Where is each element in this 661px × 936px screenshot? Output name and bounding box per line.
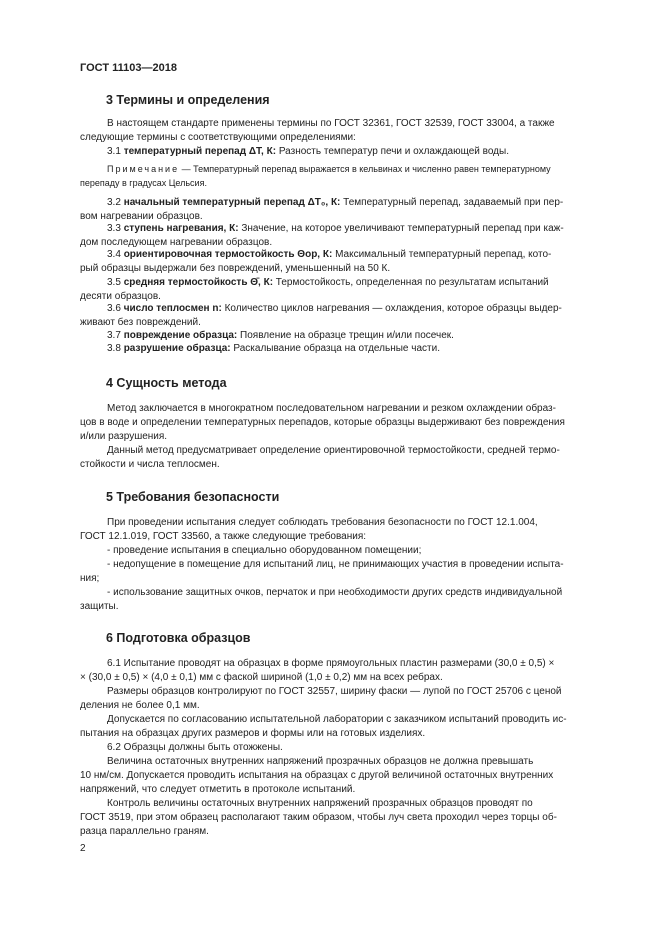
paragraph: Размеры образцов контролируют по ГОСТ 32557, ширину фаски — лупой по ГОСТ 25706 с ценой	[107, 686, 562, 697]
term-name: число теплосмен n:	[123, 303, 222, 314]
term-number: 3.2	[107, 197, 121, 208]
term-definition: Количество циклов нагревания — охлаждения, которое образцы выдер-	[221, 303, 562, 314]
term-3-3	[80, 222, 584, 236]
section-3-title: 3 Термины и определения	[106, 93, 270, 107]
term-name: ступень нагревания, К:	[123, 223, 239, 234]
term-number: 3.5	[107, 277, 121, 288]
paragraph: ГОСТ 3519, при этом образец располагают таким образом, чтобы луч света проходил через торцы об-	[80, 812, 557, 823]
paragraph: пытания на образцах других размеров и формы или на готовых изделиях.	[80, 728, 426, 739]
paragraph: 10 нм/см. Допускается проводить испытания на образцах с другой величиной остаточных внутренних	[80, 770, 554, 781]
paragraph: При проведении испытания следует соблюдать требования безопасности по ГОСТ 12.1.004,	[107, 517, 538, 528]
term-number: 3.7	[107, 330, 121, 341]
term-continued: вом нагревании образцов.	[80, 211, 203, 222]
paragraph: В настоящем стандарте применены термины по ГОСТ 32361, ГОСТ 32539, ГОСТ 33004, а также	[107, 118, 555, 129]
paragraph: стойкости и числа теплосмен.	[80, 459, 220, 470]
paragraph: Данный метод предусматривает определение ориентировочной термостойкости, средней термо-	[107, 445, 560, 456]
list-item: - недопущение в помещение для испытаний лиц, не принимающих участия в проведении испыта-	[107, 559, 564, 570]
section-5-title: 5 Требования безопасности	[106, 490, 280, 504]
section-4-title: 4 Сущность метода	[106, 376, 227, 390]
term-3-2	[80, 196, 584, 210]
term-number: 3.3	[107, 223, 121, 234]
term-name: начальный температурный перепад ΔT₀, К:	[123, 197, 341, 208]
page-number: 2	[80, 843, 86, 854]
paragraph: цов в воде и определении температурных перепадов, которые образцы выдерживают без повреждения	[80, 417, 565, 428]
term-name: средняя термостойкость Θ̄, К:	[123, 277, 274, 288]
term-name: температурный перепад ΔT, К:	[123, 146, 277, 157]
paragraph: и/или разрушения.	[80, 431, 168, 442]
term-3-8	[80, 342, 584, 356]
term-continued: десяти образцов.	[80, 291, 161, 302]
term-definition: Появление на образце трещин и/или посечек.	[237, 330, 454, 341]
term-3-6	[80, 302, 584, 316]
paragraph: Контроль величины остаточных внутренних напряжений прозрачных образцов проводят по	[107, 798, 533, 809]
term-definition: Температурный перепад, задаваемый при пер-	[340, 197, 564, 208]
term-definition: Раскалывание образца на отдельные части.	[230, 343, 440, 354]
term-continued: живают без повреждений.	[80, 317, 201, 328]
term-number: 3.8	[107, 343, 121, 354]
paragraph: × (30,0 ± 0,5) × (4,0 ± 0,1) мм с фаской шириной (1,0 ± 0,2) мм на всех ребрах.	[80, 672, 443, 683]
paragraph: Допускается по согласованию испытательной лаборатории с заказчиком испытаний проводить ис-	[107, 714, 567, 725]
term-definition: Максимальный температурный перепад, кото-	[332, 249, 552, 260]
paragraph: деления не более 0,1 мм.	[80, 700, 200, 711]
term-definition: Значение, на которое увеличивают температурный перепад при каж-	[238, 223, 564, 234]
paragraph: Метод заключается в многократном последовательном нагревании и резком охлаждении образ-	[107, 403, 556, 414]
paragraph: 6.2 Образцы должны быть отожжены.	[107, 742, 283, 753]
term-3-1	[80, 145, 584, 159]
note-continued: перепаду в градусах Цельсия.	[80, 178, 207, 188]
list-item: - проведение испытания в специально оборудованном помещении;	[107, 545, 422, 556]
term-name: разрушение образца:	[123, 343, 231, 354]
term-number: 3.1	[107, 146, 121, 157]
paragraph: разца параллельно граням.	[80, 826, 209, 837]
section-6-title: 6 Подготовка образцов	[106, 631, 251, 645]
paragraph: 6.1 Испытание проводят на образцах в форме прямоугольных пластин размерами (30,0 ± 0,5) ×	[107, 658, 555, 669]
term-continued: дом последующем нагревании образцов.	[80, 237, 273, 248]
list-item: - использование защитных очков, перчаток и при необходимости других средств индивидуальной	[107, 587, 563, 598]
term-name: ориентировочная термостойкость Θор, К:	[123, 249, 333, 260]
term-name: повреждение образца:	[123, 330, 238, 341]
list-item-continued: ния;	[80, 573, 100, 584]
term-continued: рый образцы выдержали без повреждений, уменьшенный на 50 К.	[80, 263, 391, 274]
note-text: — Температурный перепад выражается в кельвинах и численно равен температурному	[179, 164, 551, 174]
paragraph: следующие термины с соответствующими определениями:	[80, 132, 356, 143]
term-3-5	[80, 276, 584, 290]
paragraph: напряжений, что следует отметить в протоколе испытаний.	[80, 784, 356, 795]
term-number: 3.6	[107, 303, 121, 314]
note-label: Примечание	[107, 164, 180, 174]
term-definition: Термостойкость, определенная по результатам испытаний	[273, 277, 549, 288]
term-number: 3.4	[107, 249, 121, 260]
paragraph: ГОСТ 12.1.019, ГОСТ 33560, а также следующие требования:	[80, 531, 367, 542]
term-definition: Разность температур печи и охлаждающей воды.	[276, 146, 509, 157]
paragraph: Величина остаточных внутренних напряжений прозрачных образцов не должна превышать	[107, 756, 534, 767]
list-item-continued: защиты.	[80, 601, 119, 612]
document-header: ГОСТ 11103—2018	[80, 62, 177, 74]
note	[80, 162, 584, 176]
term-3-4	[80, 248, 584, 262]
